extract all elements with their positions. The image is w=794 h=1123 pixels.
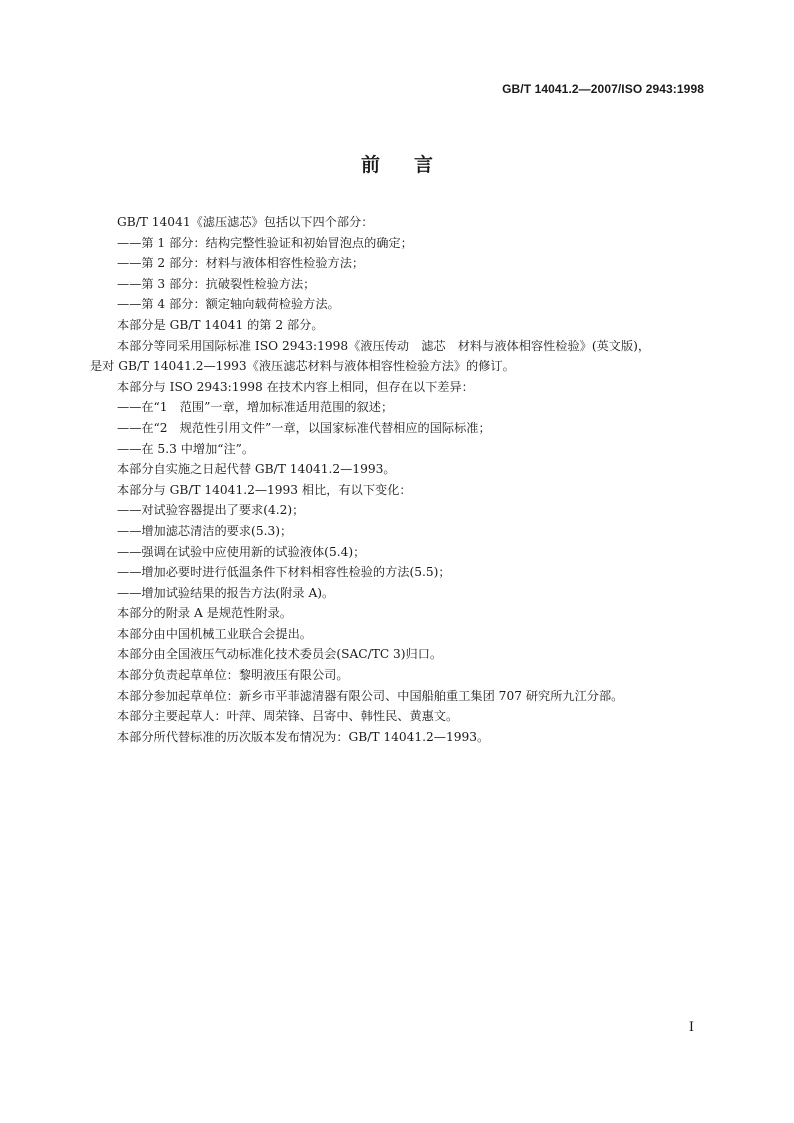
paragraph: 本部分所代替标准的历次版本发布情况为：GB/T 14041.2—1993。 <box>117 729 490 744</box>
list-item: ——第 4 部分：额定轴向载荷检验方法。 <box>117 297 340 312</box>
paragraph: 本部分主要起草人：叶萍、周荣锋、吕寄中、韩性民、黄惠文。 <box>117 709 459 724</box>
list-item: ——在 5.3 中增加“注”。 <box>117 441 255 456</box>
list-item: ——增加滤芯清洁的要求(5.3)； <box>117 523 293 538</box>
paragraph: 本部分负责起草单位：黎明液压有限公司。 <box>117 668 349 683</box>
list-item: ——对试验容器提出了要求(4.2)； <box>117 503 305 518</box>
document-body <box>90 212 712 747</box>
paragraph: 本部分由中国机械工业联合会提出。 <box>117 626 312 641</box>
paragraph-continuation: 是对 GB/T 14041.2—1993《液压滤芯材料与液体相容性检验方法》的修订。 <box>90 359 515 374</box>
paragraph: 本部分由全国液压气动标准化技术委员会(SAC/TC 3)归口。 <box>117 647 443 662</box>
list-item: ——增加试验结果的报告方法(附录 A)。 <box>117 585 335 600</box>
list-item: ——强调在试验中应使用新的试验液体(5.4)； <box>117 544 366 559</box>
list-item: ——增加必要时进行低温条件下材料相容性检验的方法(5.5)； <box>117 565 451 580</box>
paragraph: 本部分参加起草单位：新乡市平菲滤清器有限公司、中国船舶重工集团 707 研究所九江分部。 <box>117 688 624 703</box>
list-item: ——在“1 范围”一章，增加标准适用范围的叙述； <box>117 400 394 415</box>
paragraph: 本部分与 ISO 2943:1998 在技术内容上相同，但存在以下差异： <box>117 379 474 394</box>
page-title: 前言 <box>360 154 467 176</box>
page-number: I <box>688 1020 694 1035</box>
list-item: ——第 1 部分：结构完整性验证和初始冒泡点的确定； <box>117 235 413 250</box>
paragraph: 本部分的附录 A 是规范性附录。 <box>117 606 292 621</box>
list-item: ——第 2 部分：材料与液体相容性检验方法； <box>117 256 365 271</box>
paragraph: 本部分与 GB/T 14041.2—1993 相比，有以下变化： <box>117 482 412 497</box>
paragraph: 本部分自实施之日起代替 GB/T 14041.2—1993。 <box>117 462 396 477</box>
paragraph: 本部分等同采用国际标准 ISO 2943:1998《液压传动 滤芯 材料与液体相容性检验》(英文版)， <box>117 338 651 353</box>
paragraph: 本部分是 GB/T 14041 的第 2 部分。 <box>117 317 324 332</box>
standard-number-header: GB/T 14041.2—2007/ISO 2943:1998 <box>502 82 704 96</box>
list-item: ——在“2 规范性引用文件”一章，以国家标准代替相应的国际标准； <box>117 420 491 435</box>
list-item: ——第 3 部分：抗破裂性检验方法； <box>117 276 316 291</box>
paragraph: GB/T 14041《滤压滤芯》包括以下四个部分： <box>117 215 374 229</box>
